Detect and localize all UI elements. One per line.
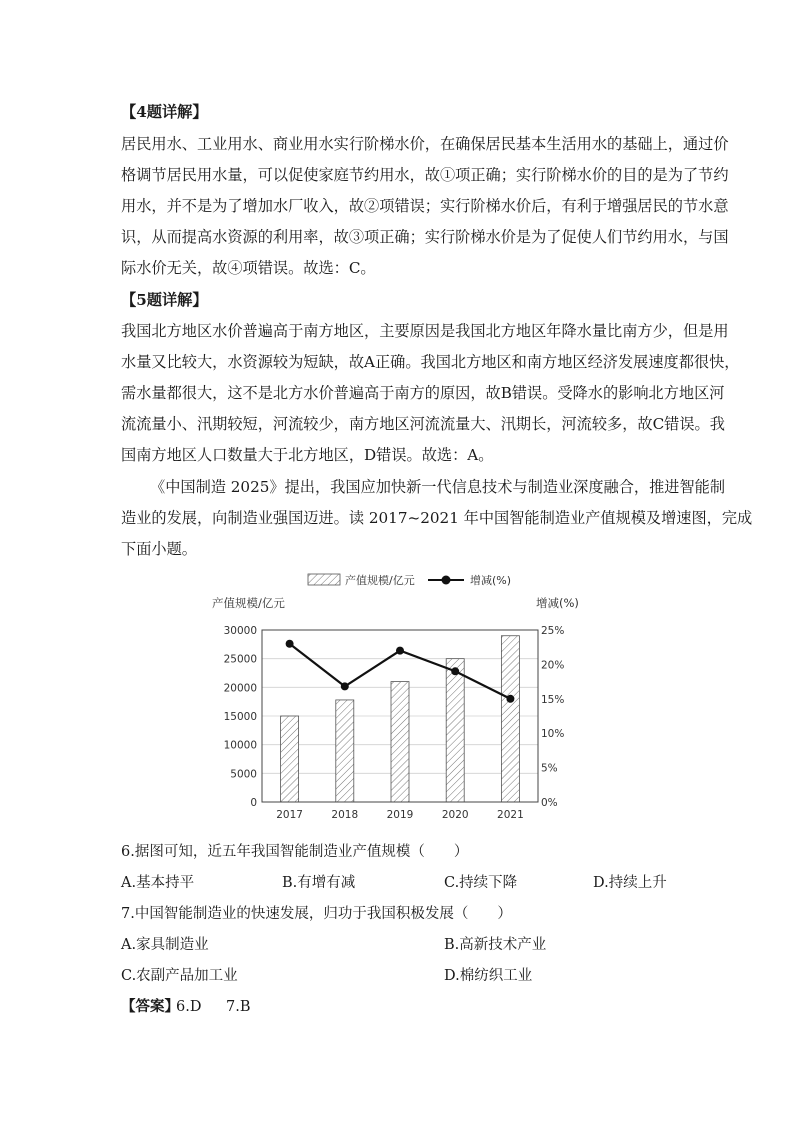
x-tick-label: 2021 [497, 809, 524, 821]
q5-line-3: 需水量都很大，这不是北方水价普遍高于南方的原因，故B错误。受降水的影响北方地区河 [121, 384, 725, 402]
bar-2020 [446, 659, 464, 802]
q6-option-d[interactable]: D.持续上升 [593, 875, 667, 891]
x-tick-label: 2020 [441, 809, 469, 821]
growth-point-2017 [286, 640, 294, 648]
q5-line-2: 水量又比较大，水资源较为短缺，故A正确。我国北方地区和南方地区经济发展速度都很快， [121, 353, 740, 371]
q6-option-a[interactable]: A.基本持平 [121, 875, 195, 891]
q5-line-5: 国南方地区人口数量大于北方地区，D错误。故选：A。 [121, 446, 494, 464]
y-tick-right-label: 20% [541, 659, 565, 672]
q4-line-2: 格调节居民用水量，可以促使家庭节约用水，故①项正确；实行阶梯水价的目的是为了节约 [121, 166, 729, 184]
q6-stem: 6.据图可知，近五年我国智能制造业产值规模（ ） [121, 844, 469, 860]
q5-line-4: 流流量小、汛期较短，河流较少，南方地区河流流量大、汛期长，河流较多，故C错误。我 [121, 415, 725, 433]
chart-legend [308, 573, 511, 587]
y-tick-left-label: 5000 [230, 768, 257, 781]
answer-6: 6.D [176, 999, 202, 1015]
q7-option-a[interactable]: A.家具制造业 [121, 937, 209, 953]
intro-line-3: 下面小题。 [121, 540, 197, 558]
legend-line-marker [442, 576, 451, 585]
y-tick-left-label: 15000 [223, 711, 257, 723]
y-tick-right-label: 10% [541, 728, 565, 741]
q4-line-1: 居民用水、工业用水、商业用水实行阶梯水价，在确保居民基本生活用水的基础上，通过价 [121, 135, 729, 153]
bar-2019 [391, 682, 409, 802]
answer-7: 7.B [226, 999, 251, 1015]
legend-line-label: 增减(%) [470, 574, 512, 587]
chart-svg [200, 564, 600, 834]
x-tick-label: 2017 [276, 809, 303, 821]
y-tick-right-label: 15% [541, 693, 565, 706]
x-tick-label: 2019 [386, 809, 414, 821]
growth-point-2018 [341, 682, 349, 690]
growth-point-2021 [506, 695, 514, 703]
x-tick-label: 2018 [331, 809, 359, 821]
legend-bar-label: 产值规模/亿元 [345, 574, 415, 587]
y-tick-right-label: 5% [541, 762, 558, 775]
q4-line-5: 际水价无关，故④项错误。故选：C。 [121, 259, 376, 277]
q5-heading: 【5题详解】 [121, 291, 208, 309]
q4-heading: 【4题详解】 [121, 103, 208, 121]
answer-label: 【答案】 [121, 998, 179, 1015]
q7-option-d[interactable]: D.棉纺织工业 [444, 968, 533, 984]
growth-point-2019 [396, 647, 404, 655]
q6-option-b[interactable]: B.有增有减 [282, 875, 356, 891]
y-tick-right-label: 0% [541, 797, 558, 809]
q4-line-4: 识，从而提高水资源的利用率，故③项正确；实行阶梯水价是为了促使人们节约用水，与国 [121, 228, 729, 246]
intro-line-2: 造业的发展，向制造业强国迈进。读 2017~2021 年中国智能制造业产值规模及增速图，完成 [121, 509, 753, 527]
y-tick-left-label: 10000 [223, 739, 257, 752]
y-axis-right-title: 增减(%) [536, 596, 579, 610]
q6-option-c[interactable]: C.持续下降 [444, 875, 518, 891]
intro-line-1: 《中国制造 2025》提出，我国应加快新一代信息技术与制造业深度融合，推进智能制 [150, 478, 726, 496]
y-axis-left-title: 产值规模/亿元 [212, 596, 285, 610]
legend-bar-swatch [308, 574, 340, 585]
q5-line-1: 我国北方地区水价普遍高于南方地区，主要原因是我国北方地区年降水量比南方少，但是用 [121, 322, 729, 340]
y-tick-left-label: 30000 [223, 625, 257, 637]
q4-line-3: 用水，并不是为了增加水厂收入，故②项错误；实行阶梯水价后，有利于增强居民的节水意 [121, 197, 729, 215]
bar-2017 [281, 716, 299, 802]
y-tick-left-label: 0 [250, 797, 257, 809]
y-tick-right-label: 25% [541, 625, 565, 637]
y-tick-left-label: 20000 [223, 682, 257, 695]
q7-option-b[interactable]: B.高新技术产业 [444, 937, 547, 953]
chart [200, 564, 600, 834]
growth-point-2020 [451, 667, 459, 675]
chart-bars [281, 636, 520, 802]
bar-2021 [501, 636, 519, 802]
q7-option-c[interactable]: C.农副产品加工业 [121, 968, 238, 984]
bar-2018 [336, 700, 354, 802]
y-tick-left-label: 25000 [223, 653, 257, 666]
q7-stem: 7.中国智能制造业的快速发展，归功于我国积极发展（ ） [121, 906, 512, 922]
